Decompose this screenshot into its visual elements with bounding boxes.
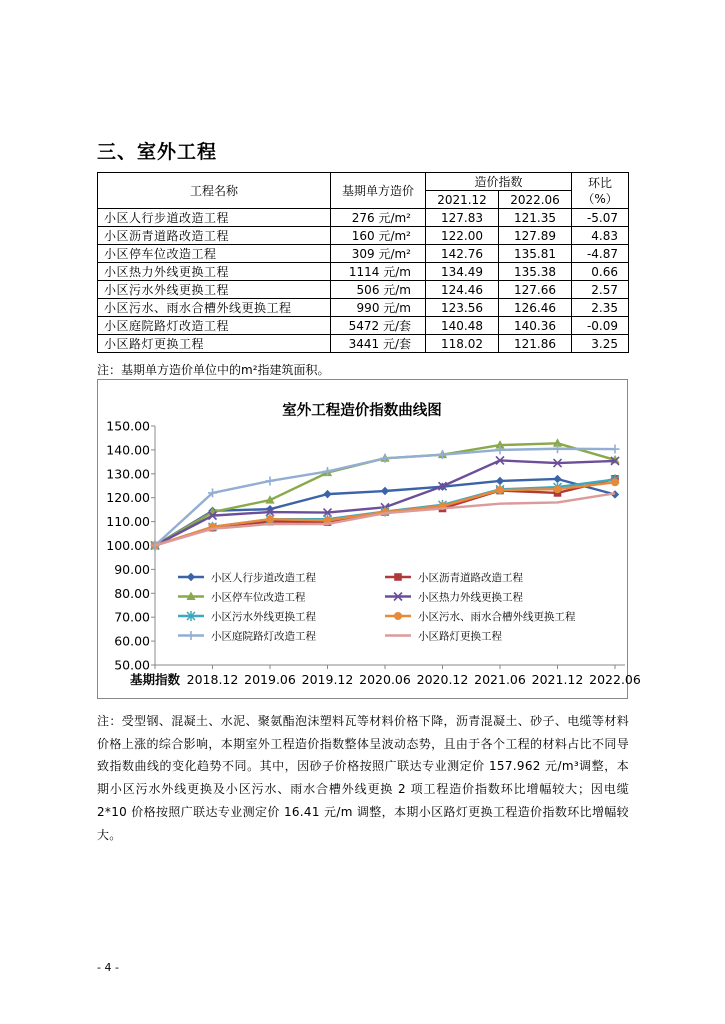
legend-label: 小区路灯更换工程 — [418, 630, 502, 643]
series-line-8 — [155, 493, 615, 545]
chart-title: 室外工程造价指数曲线图 — [282, 403, 442, 419]
legend-marker — [187, 573, 195, 581]
cell-v1: 118.02 — [426, 335, 499, 353]
cell-v2: 135.38 — [499, 263, 572, 281]
y-tick-label: 130.00 — [106, 466, 150, 482]
cell-v2: 140.36 — [499, 317, 572, 335]
x-tick-label: 2018.12 — [186, 672, 239, 687]
cell-ring: 3.25 — [572, 335, 629, 353]
series-6-point — [266, 515, 274, 523]
series-1-point — [553, 475, 561, 483]
cell-base: 5472 元/套 — [331, 317, 426, 335]
table-row — [98, 227, 629, 245]
header-index-group: 造价指数 — [426, 173, 572, 191]
legend-marker — [394, 612, 402, 620]
header-ring — [572, 173, 629, 209]
series-1-point — [381, 487, 389, 495]
cell-ring: 2.57 — [572, 281, 629, 299]
x-tick-label: 2021.12 — [531, 672, 584, 687]
cell-v1: 123.56 — [426, 299, 499, 317]
x-tick-label: 2019.12 — [301, 672, 354, 687]
x-tick-label: 2022.06 — [589, 672, 641, 687]
series-7-point — [266, 476, 275, 485]
x-tick-label: 2021.06 — [474, 672, 526, 687]
y-tick-label: 150.00 — [106, 418, 150, 434]
cell-name: 小区热力外线更换工程 — [98, 263, 331, 281]
series-6-point — [554, 485, 562, 493]
cell-base: 160 元/m² — [331, 227, 426, 245]
cell-v1: 142.76 — [426, 245, 499, 263]
series-1-point — [496, 477, 504, 485]
analysis-note: 注：受型钢、混凝土、水泥、聚氨酯泡沫塑料瓦等材料价格下降，沥青混凝土、砂子、电缆等材料价格上涨的综合影响，本期室外工程造价指数整体呈波动态势，且由于各个工程的材料占比不同导致指数曲线的变化趋势不同。其中，因砂子价格按照广联达专业测定价 157.962 元/m³调整，本期小区污水外线更换及小区污水、雨水合槽外线更换 2 项工程造价指数环比增幅较大；因电缆 2*10 价格按照广联达专业测定价 16.41 元/m 调整，本期小区路灯更换工程造价指数环比增幅较大。 — [97, 714, 629, 842]
cell-base: 1114 元/m — [331, 263, 426, 281]
cell-v1: 124.46 — [426, 281, 499, 299]
table-row — [98, 335, 629, 353]
cell-name: 小区沥青道路改造工程 — [98, 227, 331, 245]
series-6-point — [496, 486, 504, 494]
cell-v2: 127.66 — [499, 281, 572, 299]
cell-ring: 4.83 — [572, 227, 629, 245]
cell-v1: 140.48 — [426, 317, 499, 335]
legend-label: 小区庭院路灯改造工程 — [211, 630, 316, 643]
y-tick-label: 110.00 — [106, 514, 150, 530]
cell-ring: -4.87 — [572, 245, 629, 263]
cell-v2: 135.81 — [499, 245, 572, 263]
cost-index-table — [97, 172, 629, 353]
cell-v1: 134.49 — [426, 263, 499, 281]
cell-ring: -5.07 — [572, 209, 629, 227]
cell-name: 小区庭院路灯改造工程 — [98, 317, 331, 335]
header-period2: 2022.06 — [499, 191, 572, 209]
cell-ring: 2.35 — [572, 299, 629, 317]
cell-v2: 126.46 — [499, 299, 572, 317]
cell-v2: 127.89 — [499, 227, 572, 245]
table-row — [98, 281, 629, 299]
x-tick-label: 2020.12 — [416, 672, 469, 687]
chart-svg — [98, 380, 641, 698]
y-tick-label: 60.00 — [114, 633, 150, 649]
y-tick-label: 70.00 — [114, 609, 150, 625]
legend-label: 小区污水、雨水合槽外线更换工程 — [418, 611, 576, 623]
cell-name: 小区路灯更换工程 — [98, 335, 331, 353]
header-ring-line1: 环比 — [588, 175, 613, 190]
cell-v1: 127.83 — [426, 209, 499, 227]
table-row — [98, 245, 629, 263]
legend-label: 小区热力外线更换工程 — [418, 591, 523, 604]
y-tick-label: 80.00 — [114, 585, 150, 601]
x-tick-label: 基期指数 — [129, 672, 181, 687]
header-name: 工程名称 — [98, 173, 331, 209]
table-row — [98, 209, 629, 227]
x-tick-label: 2019.06 — [244, 672, 296, 687]
cell-base: 309 元/m² — [331, 245, 426, 263]
legend-marker — [394, 573, 402, 581]
y-tick-label: 120.00 — [106, 490, 150, 506]
cell-name: 小区污水、雨水合槽外线更换工程 — [98, 299, 331, 317]
cell-name: 小区污水外线更换工程 — [98, 281, 331, 299]
header-period1: 2021.12 — [426, 191, 499, 209]
table-note: 注：基期单方造价单位中的m²指建筑面积。 — [97, 363, 330, 377]
series-1-point — [323, 490, 331, 498]
cell-ring: -0.09 — [572, 317, 629, 335]
cell-name: 小区人行步道改造工程 — [98, 209, 331, 227]
section-title: 三、室外工程 — [97, 141, 218, 163]
cell-v2: 121.86 — [499, 335, 572, 353]
cell-base: 3441 元/套 — [331, 335, 426, 353]
table-row — [98, 299, 629, 317]
cell-v1: 122.00 — [426, 227, 499, 245]
header-base-cost: 基期单方造价 — [331, 173, 426, 209]
cell-ring: 0.66 — [572, 263, 629, 281]
legend-label: 小区沥青道路改造工程 — [418, 572, 523, 584]
legend-label: 小区人行步道改造工程 — [211, 572, 316, 584]
table-row — [98, 263, 629, 281]
y-tick-label: 140.00 — [106, 442, 150, 458]
index-line-chart — [97, 379, 641, 699]
cell-base: 990 元/m — [331, 299, 426, 317]
cell-v2: 121.35 — [499, 209, 572, 227]
series-7-point — [611, 445, 620, 454]
page-number: - 4 - — [97, 961, 119, 974]
y-tick-label: 90.00 — [114, 561, 150, 577]
cell-base: 276 元/m² — [331, 209, 426, 227]
header-ring-line2: （%） — [582, 191, 618, 206]
legend-label: 小区污水外线更换工程 — [211, 611, 316, 623]
legend-marker — [187, 631, 196, 640]
x-tick-label: 2020.06 — [359, 672, 411, 687]
legend-label: 小区停车位改造工程 — [211, 591, 306, 604]
y-tick-label: 50.00 — [114, 657, 150, 673]
cell-name: 小区停车位改造工程 — [98, 245, 331, 263]
series-6-point — [611, 478, 619, 486]
cell-base: 506 元/m — [331, 281, 426, 299]
y-tick-label: 100.00 — [106, 538, 150, 553]
table-row — [98, 317, 629, 335]
